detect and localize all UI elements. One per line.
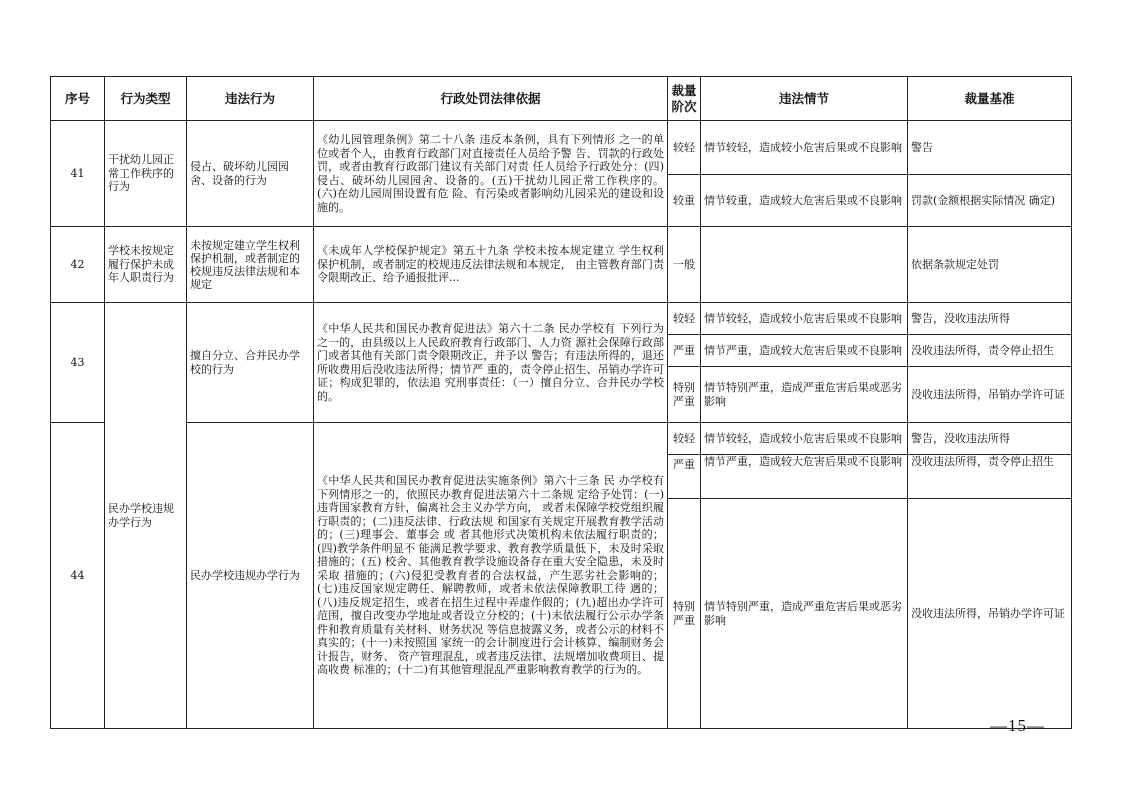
row-43-law: 《中华人民共和国民办教育促进法》第六十二条 民办学校有 下列行为之一的，由县级以上人民政府教育行政部门、人力资 源社会保障行政部门或者其他有关部门责令限期改正，并予以 警告；有违法所得的，退还所收费用后没收违法所得；情节严 重的，责令停止招生、吊销办学许可证；构成犯罪的，依法追 究刑事责任：（一）擅自分立、合并民办学校的。: [314, 303, 668, 423]
row-44-law: 《中华人民共和国民办教育促进法实施条例》第六十三条 民 办学校有下列情形之一的，依照民办教育促进法第六十二条规 定给予处罚：(一)违背国家教育方针，偏离社会主义办学方向， 或者未保障学校党组织履行职责的；(二)违反法律、行政法规 和国家有关规定开展教育教学活动的；(三)理事会、董事会 或 者其他形式决策机构未依法履行职责的；(四)教学条件明显不 能满足教学要求、教育教学质量低下，未及时采取措施的；(五) 校舍、其他教育教学设施设备存在重大安全隐患，未及时采取 措施的；(六)侵犯受教育者的合法权益，产生恶劣社会影响的；(七)违反国家规定聘任、解聘教师，或者未依法保障教职工待 遇的；(八)违反规定招生，或者在招生过程中弄虚作假的；(九)超出办学许可范围，擅自改变办学地址或者设立分校的；(十)未依法履行公示办学条件和教育质量有关材料、财务状况 等信息披露义务，或者公示的材料不真实的；(十一)未按照国 家统一的会计制度进行会计核算、编制财务会计报告，财务、 资产管理混乱，或者违反法律、法规增加收费项目、提高收费 标准的；(十二)有其他管理混乱严重影响教育教学的行为的。: [314, 423, 668, 729]
row-41-circ-1: 情节较轻，造成较小危害后果或不良影响: [701, 121, 908, 175]
row-44-level-3: 特别严重: [668, 499, 701, 729]
row-44-level-2: 严重: [668, 455, 701, 499]
row-42-level-1: 一般: [668, 227, 701, 303]
header-type: 行为类型: [105, 77, 187, 121]
row-44-seq: 44: [51, 423, 105, 729]
row-44-circ-3: 情节特别严重，造成严重危害后果或恶劣影响: [701, 499, 908, 729]
table-row: [51, 423, 1072, 455]
row-42-act: 未按规定建立学生权利保护机制，或者制定的校规违反法律法规和本规定: [187, 227, 314, 303]
row-44-circ-2: 情节严重，造成较大危害后果或不良影响: [701, 455, 908, 499]
header-law: 行政处罚法律依据: [314, 77, 668, 121]
row-43-std-3: 没收违法所得，吊销办学许可证: [908, 367, 1072, 423]
row-43-level-3: 特别严重: [668, 367, 701, 423]
row-41-level-2: 较重: [668, 175, 701, 227]
header-row: [51, 77, 1072, 121]
row-43-44-type: 民办学校违规办学行为: [105, 303, 187, 729]
header-act: 违法行为: [187, 77, 314, 121]
row-44-circ-1: 情节较轻，造成较小危害后果或不良影响: [701, 423, 908, 455]
row-42-circ-1: [701, 227, 908, 303]
row-43-act: 擅自分立、合并民办学校的行为: [187, 303, 314, 423]
row-43-circ-3: 情节特别严重，造成严重危害后果或恶劣影响: [701, 367, 908, 423]
row-43-circ-1: 情节较轻，造成较小危害后果或不良影响: [701, 303, 908, 335]
header-circumstance: 违法情节: [701, 77, 908, 121]
row-44-std-3: 没收违法所得，吊销办学许可证: [908, 499, 1072, 729]
header-seq: 序号: [51, 77, 105, 121]
row-41-std-2: 罚款(金额根据实际情况 确定): [908, 175, 1072, 227]
row-41-act: 侵占、破坏幼儿园园舍、设备的行为: [187, 121, 314, 227]
row-44-std-2: 没收违法所得，责令停止招生: [908, 455, 1072, 499]
row-41-circ-2: 情节较重，造成较大危害后果或不良影响: [701, 175, 908, 227]
row-44-level-1: 较轻: [668, 423, 701, 455]
table-row: [51, 227, 1072, 303]
row-41-law: 《幼儿园管理条例》第二十八条 违反本条例，具有下列情形 之一的单位或者个人，由教育行政部门对直接责任人员给予警 告、罚款的行政处罚，或者由教育行政部门建议有关部门对责 任人员给予行政处分：(四)侵占、破坏幼儿园园舍、设备的。(五)干扰幼儿园正常工作秩序的。(六)在幼儿园周围设置有危 险、有污染或者影响幼儿园采光的建设和设施的。: [314, 121, 668, 227]
page-number: —15—: [990, 716, 1045, 735]
row-42-std-1: 依据条款规定处罚: [908, 227, 1072, 303]
row-42-law: 《未成年人学校保护规定》第五十九条 学校未按本规定建立 学生权利保护机制，或者制定的校规违反法律法规和本规定， 由主管教育部门责令限期改正、给予通报批评...: [314, 227, 668, 303]
row-44-act: 民办学校违规办学行为: [187, 423, 314, 729]
table-row: [51, 121, 1072, 175]
row-41-level-1: 较轻: [668, 121, 701, 175]
row-44-std-1: 警告，没收违法所得: [908, 423, 1072, 455]
row-43-seq: 43: [51, 303, 105, 423]
header-standard: 裁量基准: [908, 77, 1072, 121]
penalty-discretion-table: [50, 76, 1072, 729]
row-41-seq: 41: [51, 121, 105, 227]
row-43-std-2: 没收违法所得，责令停止招生: [908, 335, 1072, 367]
row-41-type: 干扰幼儿园正常工作秩序的行为: [105, 121, 187, 227]
row-41-std-1: 警告: [908, 121, 1072, 175]
row-42-type: 学校未按规定履行保护未成年人职责行为: [105, 227, 187, 303]
header-level: 裁量阶次: [668, 77, 701, 121]
row-43-level-1: 较轻: [668, 303, 701, 335]
row-42-seq: 42: [51, 227, 105, 303]
row-43-circ-2: 情节严重，造成较大危害后果或不良影响: [701, 335, 908, 367]
row-43-level-2: 严重: [668, 335, 701, 367]
row-43-std-1: 警告，没收违法所得: [908, 303, 1072, 335]
table-row: [51, 303, 1072, 335]
